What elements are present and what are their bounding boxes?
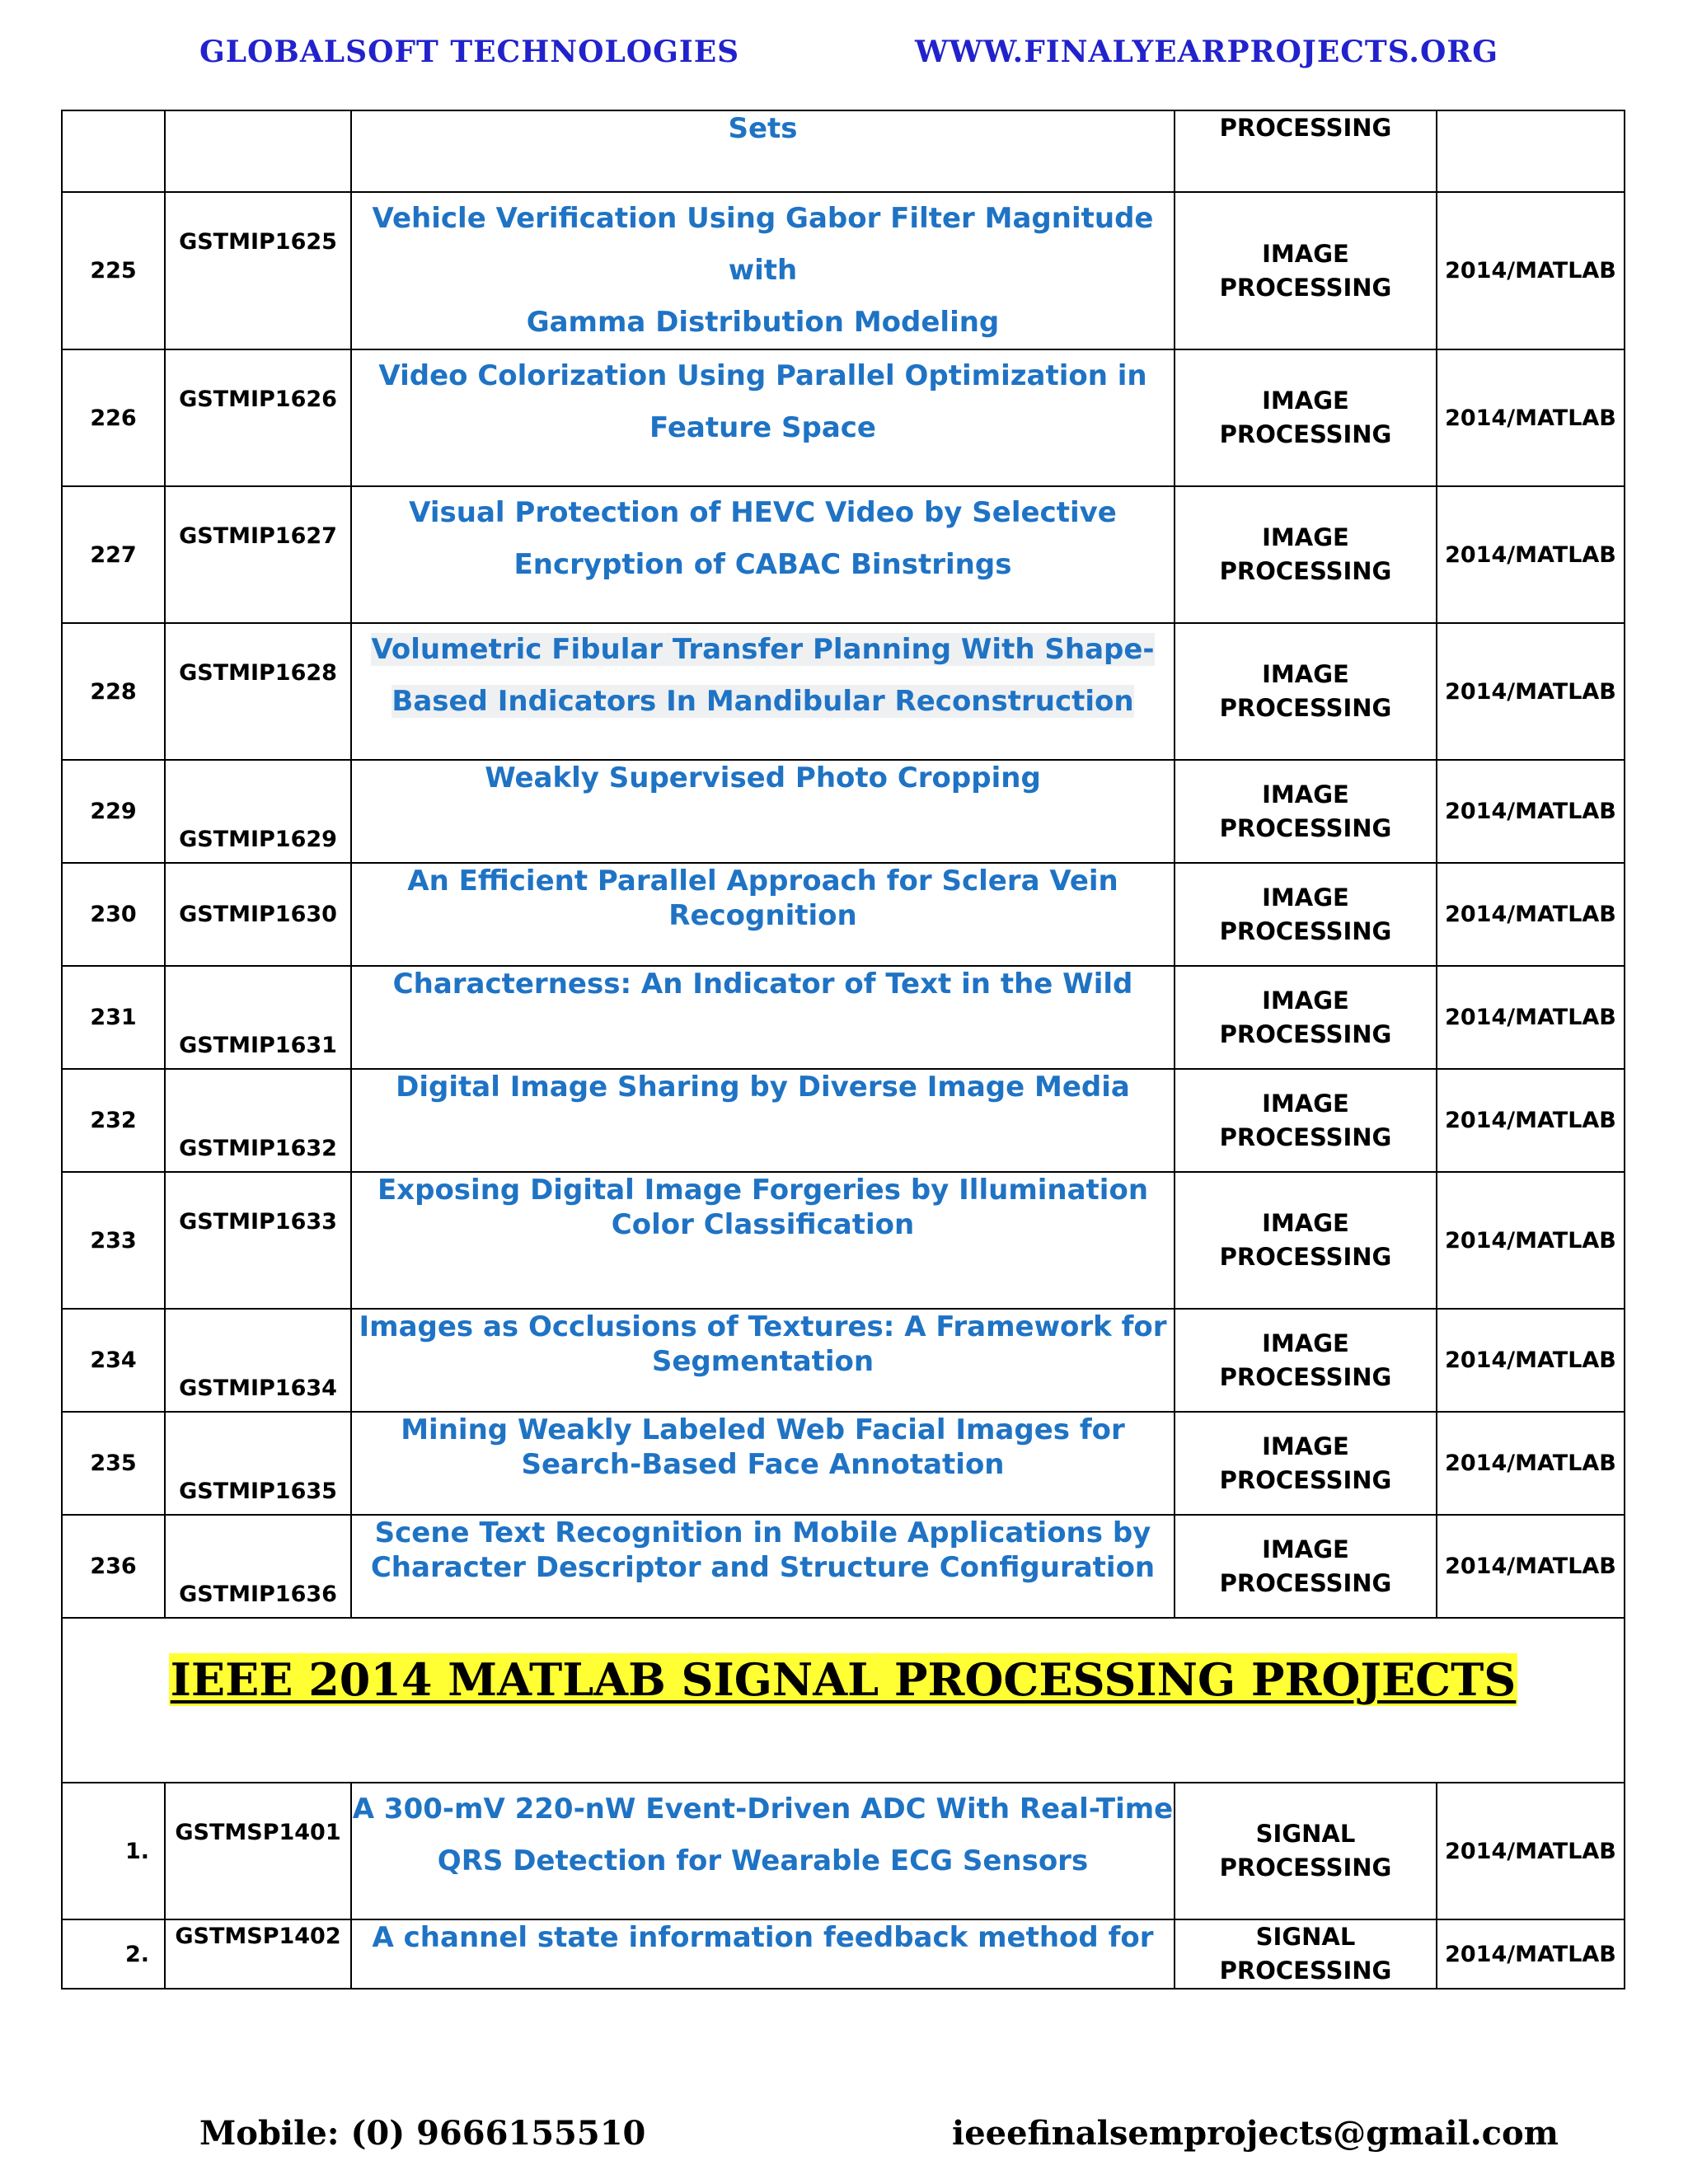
contact-email: ieeefinalsemprojects@gmail.com (952, 2114, 1559, 2153)
projects-table (61, 110, 1625, 1990)
title-line: Scene Text Recognition in Mobile Applications by (374, 1516, 1151, 1549)
title-line: Sets (728, 112, 798, 145)
domain-line: IMAGE (1262, 986, 1349, 1015)
table-row (62, 1172, 1625, 1309)
table-row (62, 1412, 1625, 1515)
project-code: GSTMIP1629 (165, 760, 351, 863)
domain-line: IMAGE (1262, 1209, 1349, 1237)
domain-line: PROCESSING (1219, 1465, 1392, 1494)
row-number: 2. (62, 1919, 165, 1989)
domain-line: SIGNAL (1255, 1923, 1356, 1951)
project-year: 2014/MATLAB (1437, 1783, 1625, 1919)
project-year: 2014/MATLAB (1437, 1515, 1625, 1618)
title-line: Recognition (668, 899, 857, 932)
table-row (62, 1069, 1625, 1172)
title-line: QRS Detection for Wearable ECG Sensors (437, 1844, 1089, 1877)
project-domain (1175, 966, 1437, 1069)
section-row (62, 1618, 1625, 1783)
table-row (62, 192, 1625, 349)
title-line: A channel state information feedback method for (372, 1921, 1154, 1954)
domain-line: PROCESSING (1219, 1854, 1392, 1882)
row-number: 1. (62, 1783, 165, 1919)
title-line (352, 624, 1174, 676)
project-code: GSTMSP1401 (165, 1783, 351, 1919)
project-code: GSTMIP1627 (165, 486, 351, 623)
section-heading: IEEE 2014 MATLAB SIGNAL PROCESSING PROJECTS (170, 1653, 1517, 1706)
domain-line: IMAGE (1262, 523, 1349, 551)
project-title (351, 1412, 1175, 1515)
project-domain (1175, 110, 1437, 192)
project-domain (1175, 1783, 1437, 1919)
title-line (352, 676, 1174, 728)
project-code: GSTMIP1625 (165, 192, 351, 349)
domain-line: PROCESSING (1219, 916, 1392, 945)
table-row (62, 1783, 1625, 1919)
table-row (62, 1919, 1625, 1989)
highlighted-text: Volumetric Fibular Transfer Planning With Shape- (371, 633, 1155, 666)
domain-line: PROCESSING (1219, 813, 1392, 842)
project-title (351, 1515, 1175, 1618)
table-row (62, 349, 1625, 486)
mobile-number: Mobile: (0) 9666155510 (199, 2114, 646, 2153)
title-line: Characterness: An Indicator of Text in the Wild (392, 968, 1133, 1001)
domain-line: IMAGE (1262, 1329, 1349, 1357)
project-title (351, 192, 1175, 349)
title-line: Vehicle Verification Using Gabor Filter Magnitude with (372, 202, 1154, 287)
domain-line: IMAGE (1262, 1432, 1349, 1460)
project-code: GSTMIP1633 (165, 1172, 351, 1309)
row-number: 226 (62, 349, 165, 486)
project-year: 2014/MATLAB (1437, 863, 1625, 966)
project-year (1437, 110, 1625, 192)
project-domain (1175, 863, 1437, 966)
domain-line: IMAGE (1262, 1535, 1349, 1563)
project-year: 2014/MATLAB (1437, 1172, 1625, 1309)
project-code: GSTMIP1626 (165, 349, 351, 486)
project-code: GSTMIP1632 (165, 1069, 351, 1172)
project-code: GSTMIP1628 (165, 623, 351, 760)
project-code: GSTMIP1635 (165, 1412, 351, 1515)
domain-line: PROCESSING (1219, 1957, 1392, 1985)
table-row (62, 1515, 1625, 1618)
project-title (351, 1309, 1175, 1412)
row-number: 225 (62, 192, 165, 349)
project-title (351, 966, 1175, 1069)
project-title (351, 1069, 1175, 1172)
project-title (351, 760, 1175, 863)
row-number: 233 (62, 1172, 165, 1309)
project-domain (1175, 623, 1437, 760)
section-cell (62, 1618, 1625, 1783)
project-domain (1175, 349, 1437, 486)
project-domain (1175, 1412, 1437, 1515)
project-year: 2014/MATLAB (1437, 192, 1625, 349)
project-domain (1175, 1515, 1437, 1618)
table-row (62, 863, 1625, 966)
project-code (165, 110, 351, 192)
title-line: Digital Image Sharing by Diverse Image Media (396, 1071, 1130, 1104)
project-domain (1175, 1069, 1437, 1172)
project-year: 2014/MATLAB (1437, 1919, 1625, 1989)
title-line: Images as Occlusions of Textures: A Framework for (359, 1310, 1167, 1343)
domain-line: IMAGE (1262, 239, 1349, 268)
table-row (62, 760, 1625, 863)
project-year: 2014/MATLAB (1437, 760, 1625, 863)
title-line: Search-Based Face Annotation (521, 1448, 1005, 1481)
row-number: 234 (62, 1309, 165, 1412)
domain-line: PROCESSING (1219, 1243, 1392, 1271)
project-title (351, 1783, 1175, 1919)
project-domain (1175, 1172, 1437, 1309)
title-line: Video Colorization Using Parallel Optimization in (378, 359, 1147, 392)
title-line: Gamma Distribution Modeling (526, 306, 1000, 339)
row-number: 236 (62, 1515, 165, 1618)
project-title (351, 863, 1175, 966)
title-line: Exposing Digital Image Forgeries by Illumination (377, 1174, 1149, 1207)
row-number: 230 (62, 863, 165, 966)
domain-line: PROCESSING (1219, 1122, 1392, 1151)
domain-line: PROCESSING (1219, 557, 1392, 585)
project-domain (1175, 1919, 1437, 1989)
project-code: GSTMIP1636 (165, 1515, 351, 1618)
project-year: 2014/MATLAB (1437, 1069, 1625, 1172)
project-year: 2014/MATLAB (1437, 349, 1625, 486)
title-line: Feature Space (649, 411, 876, 444)
project-year: 2014/MATLAB (1437, 623, 1625, 760)
title-line: Mining Weakly Labeled Web Facial Images for (401, 1413, 1125, 1446)
domain-line: PROCESSING (1219, 273, 1392, 302)
domain-line: IMAGE (1262, 883, 1349, 912)
title-line: Segmentation (651, 1345, 874, 1378)
row-number: 231 (62, 966, 165, 1069)
project-title (351, 486, 1175, 623)
row-number: 229 (62, 760, 165, 863)
domain-line: PROCESSING (1219, 420, 1392, 448)
table-row (62, 486, 1625, 623)
highlighted-text: Based Indicators In Mandibular Reconstruction (392, 685, 1134, 718)
row-number: 228 (62, 623, 165, 760)
domain-line: IMAGE (1262, 387, 1349, 415)
project-domain (1175, 1309, 1437, 1412)
title-line: Weakly Supervised Photo Cropping (485, 762, 1041, 794)
title-line: Visual Protection of HEVC Video by Selective (409, 496, 1117, 529)
domain-line: PROCESSING (1219, 694, 1392, 722)
project-title (351, 349, 1175, 486)
project-year: 2014/MATLAB (1437, 486, 1625, 623)
row-number: 227 (62, 486, 165, 623)
row-number: 235 (62, 1412, 165, 1515)
project-domain (1175, 760, 1437, 863)
table-row (62, 966, 1625, 1069)
company-name: GLOBALSOFT TECHNOLOGIES (199, 35, 740, 69)
title-line: Character Descriptor and Structure Configuration (370, 1551, 1156, 1584)
domain-line: PROCESSING (1219, 114, 1392, 142)
domain-line: PROCESSING (1219, 1019, 1392, 1048)
project-code: GSTMIP1631 (165, 966, 351, 1069)
project-year: 2014/MATLAB (1437, 1412, 1625, 1515)
title-line: Color Classification (611, 1208, 915, 1241)
project-title (351, 1919, 1175, 1989)
project-year: 2014/MATLAB (1437, 1309, 1625, 1412)
page-footer (0, 2114, 1688, 2163)
project-domain (1175, 486, 1437, 623)
table-row (62, 1309, 1625, 1412)
title-line: An Efficient Parallel Approach for Sclera Vein (407, 865, 1118, 898)
domain-line: SIGNAL (1255, 1820, 1356, 1848)
project-code: GSTMIP1630 (165, 863, 351, 966)
project-year: 2014/MATLAB (1437, 966, 1625, 1069)
project-title (351, 623, 1175, 760)
title-line: A 300-mV 220-nW Event-Driven ADC With Real-Time (352, 1793, 1174, 1825)
project-title (351, 110, 1175, 192)
row-number: 232 (62, 1069, 165, 1172)
project-code: GSTMIP1634 (165, 1309, 351, 1412)
domain-line: IMAGE (1262, 1089, 1349, 1118)
row-number (62, 110, 165, 192)
domain-line: IMAGE (1262, 780, 1349, 808)
domain-line: IMAGE (1262, 660, 1349, 688)
table-row (62, 110, 1625, 192)
project-domain (1175, 192, 1437, 349)
website-url: WWW.FINALYEARPROJECTS.ORG (915, 35, 1498, 69)
title-line: Encryption of CABAC Binstrings (513, 548, 1012, 581)
domain-line: PROCESSING (1219, 1362, 1392, 1391)
page-header (0, 35, 1688, 84)
project-title (351, 1172, 1175, 1309)
project-code: GSTMSP1402 (165, 1919, 351, 1989)
domain-line: PROCESSING (1219, 1568, 1392, 1597)
table-row (62, 623, 1625, 760)
